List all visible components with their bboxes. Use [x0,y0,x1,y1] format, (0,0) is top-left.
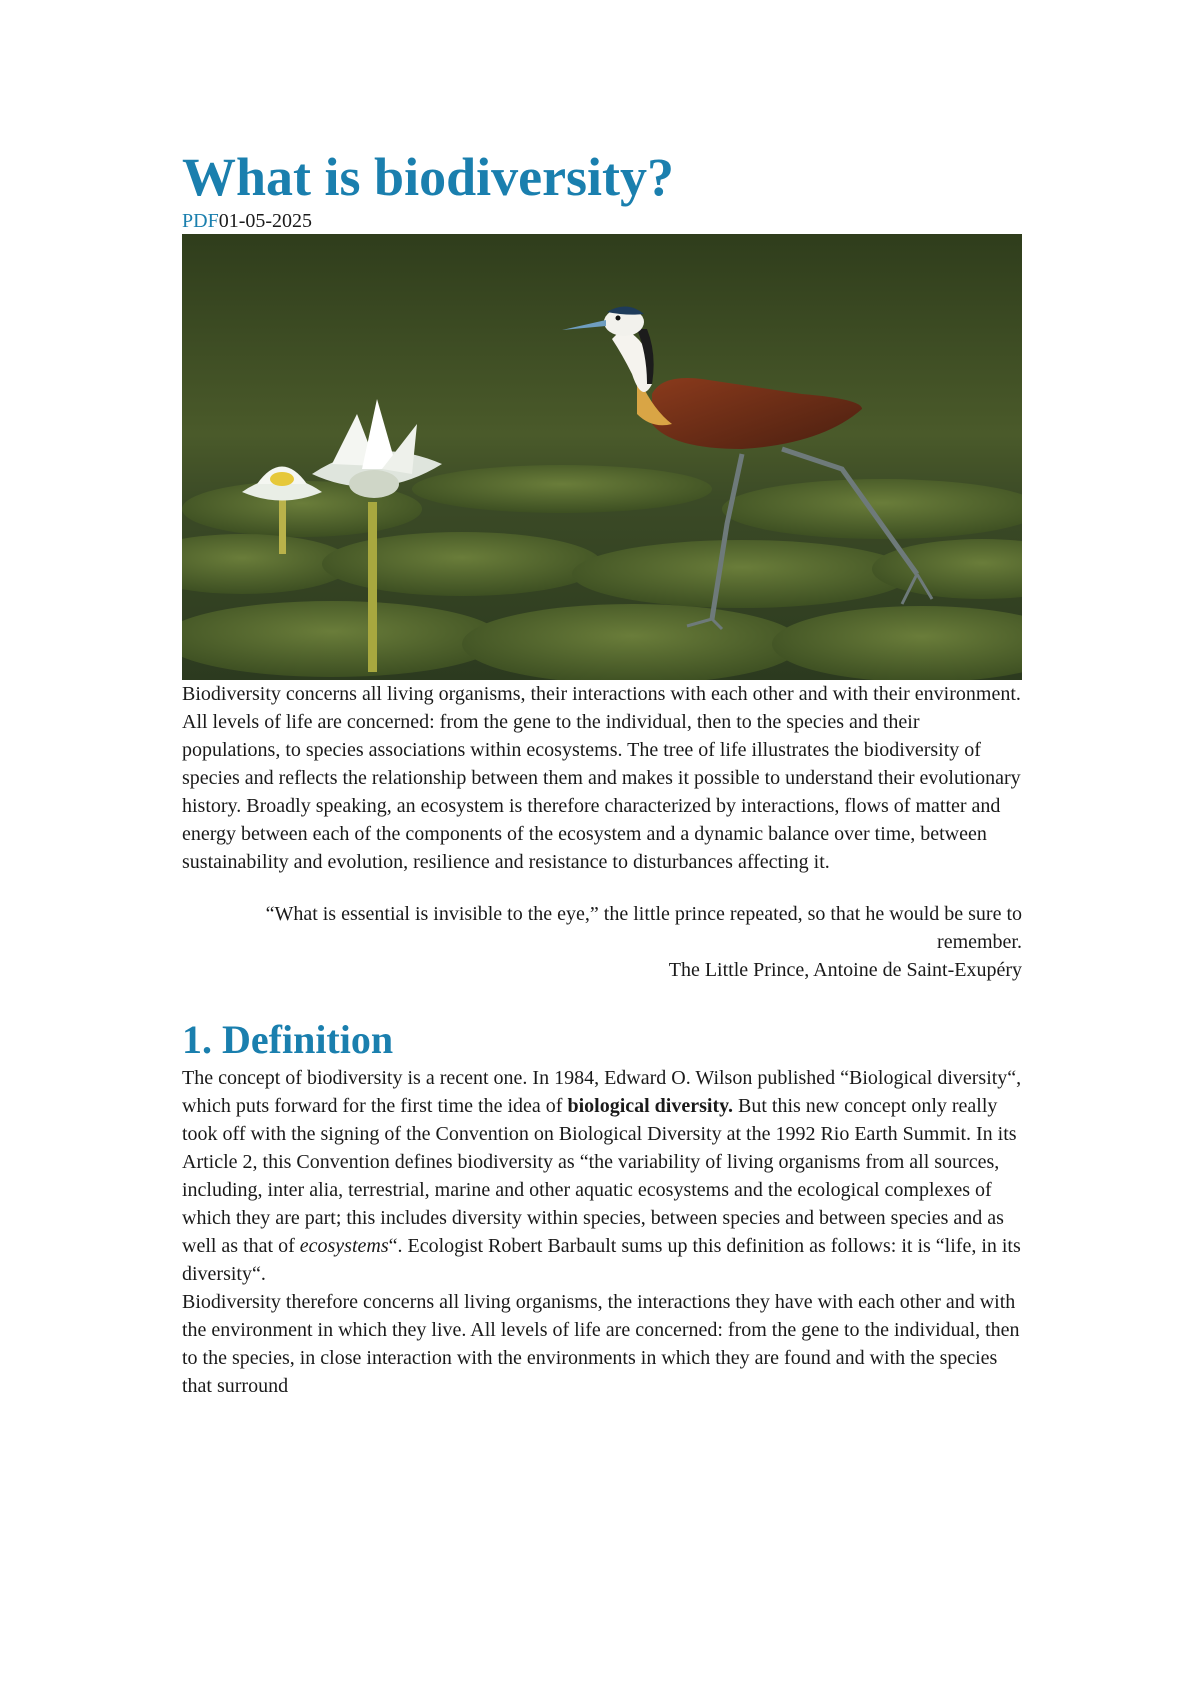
intro-paragraph: Biodiversity concerns all living organisms, their interactions with each other and with their environment. All levels of life are concerned: from the gene to the individual, then to the species and their populations, to species associations within ecosystems. The tree of life illustrates the biodiversity of species and reflects the relationship between them and makes it possible to understand their evolutionary history. Broadly speaking, an ecosystem is therefore characterized by interactions, flows of matter and energy between each of the components of the ecosystem and a dynamic balance over time, between sustainability and evolution, resilience and resistance to disturbances affecting it. [182,683,1021,873]
pdf-link[interactable]: PDF [182,210,219,232]
section-heading-definition: 1. Definition [182,1017,394,1062]
definition-paragraph-2: Biodiversity therefore concerns all living organisms, the interactions they have with each other and with the environment in which they live. All levels of life are concerned: from the gene to the individual, then to the species, in close interaction with the environments in which they are found and with the species that surround [182,1291,1020,1397]
publish-date: 01-05-2025 [218,210,313,232]
page-title: What is biodiversity? [182,147,675,207]
quote-block [182,900,1022,984]
article-meta [182,210,1022,232]
definition-text-a: The concept of biodiversity is a recent one. In 1984, Edward O. Wilson published “Biological diversity“, which puts forward for the first time the idea of [182,1067,1022,1117]
article-content [182,146,1022,1400]
definition-italic-term: ecosystems [299,1235,389,1257]
definition-paragraph-1 [182,1064,1022,1288]
definition-text-c: “. Ecologist Robert Barbault sums up this definition as follows: it is “life, in its diversity“. [182,1235,1021,1285]
hero-image [182,234,1022,680]
lily-pads [182,465,1022,680]
definition-bold-term: biological diversity. [567,1095,734,1117]
definition-text-b: But this new concept only really took off with the signing of the Convention on Biological Diversity at the 1992 Rio Earth Summit. In its Article 2, this Convention defines biodiversity as “the variability of living organisms from all sources, including, inter alia, terrestrial, marine and other aquatic ecosystems and the ecological complexes of which they are part; this includes diversity within species, between species and between species and as well as that of [182,1095,1017,1257]
quote-source: The Little Prince, Antoine de Saint-Exupéry [668,959,1022,981]
quote-text: “What is essential is invisible to the eye,” the little prince repeated, so that he would be sure to remember. [265,903,1022,953]
